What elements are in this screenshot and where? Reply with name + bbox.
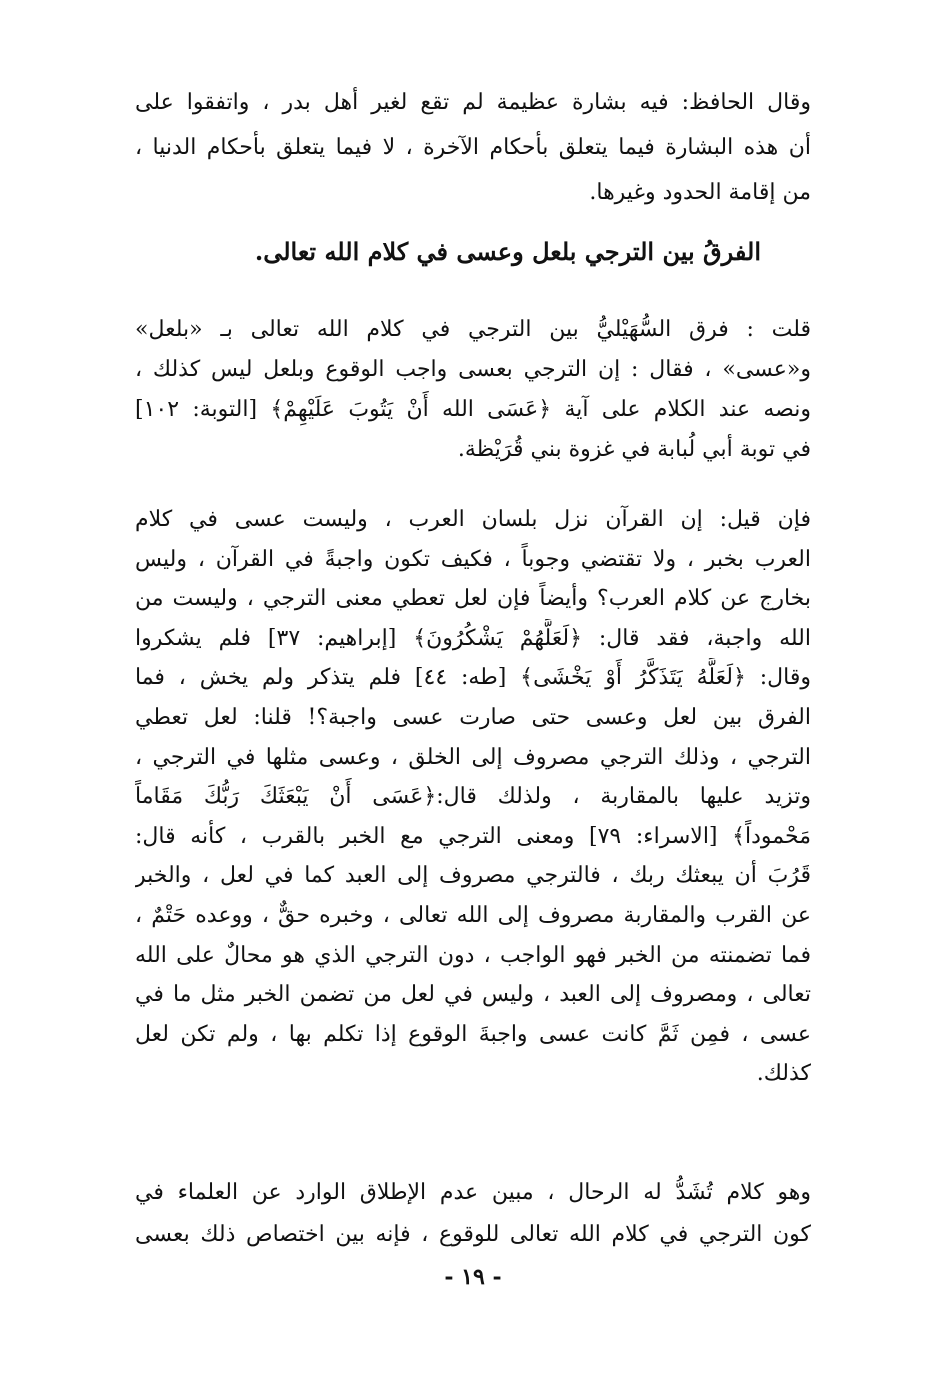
text-line: عسى ، فمِن ثَمَّ كانت عسى واجبةَ الوقوع إذا تكلم بها ، ولم تكن لعل	[135, 1021, 811, 1047]
text-line: وقال الحافظ: فيه بشارة عظيمة لم تقع لغير أهل بدر ، واتفقوا على	[135, 90, 811, 115]
paragraph-conclusion	[135, 1172, 811, 1256]
text-line: وقال: ﴿لَعَلَّهُ يَتَذَكَّرُ أَوْ يَخْشَى﴾ [طه: ٤٤] فلم يتذكر ولم يخش ، فما	[135, 665, 811, 691]
text-line: العرب بخبر ، ولا تقتضي وجوباً ، فكيف تكون واجبةً في القرآن ، وليس	[135, 546, 811, 572]
text-line: وهو كلام تُشَدُّ له الرحال ، مبين عدم الإطلاق الوارد عن العلماء في	[135, 1180, 811, 1205]
text-line: في توبة أبي لُبابة في غزوة بني قُرَيْظة.	[457, 437, 811, 462]
text-line: مَحْموداً﴾ [الاسراء: ٧٩] ومعنى الترجي مع الخبر بالقرب ، كأنه قال:	[135, 823, 811, 849]
text-line: من إقامة الحدود وغيرها.	[589, 180, 811, 205]
text-line: تعالى ، ومصروف إلى العبد ، وليس في لعل من تضمن الخبر مثل ما في	[135, 982, 811, 1008]
text-line: و«عسى» ، فقال : إن الترجي بعسى واجب الوقوع وبلعل ليس كذلك ،	[135, 357, 811, 382]
section-heading: الفرقُ بين الترجي بلعل وعسى في كلام الله تعالى.	[254, 237, 761, 266]
text-line: قَرُبَ أن يبعثك ربك ، فالترجي مصروف إلى العبد كما في لعل ، والخبر	[135, 863, 811, 889]
text-line: أن هذه البشارة فيما يتعلق بأحكام الآخرة ، لا فيما يتعلق بأحكام الدنيا ،	[135, 135, 811, 160]
paragraph-objection-answer	[135, 500, 811, 1094]
paragraph-hafiz-quote	[135, 80, 811, 215]
text-line: الله واجبة، فقد قال: ﴿لَعَلَّهُمْ يَشْكُرُونَ﴾ [إبراهيم: ٣٧] فلم يشكروا	[135, 625, 811, 651]
text-line: قلت : فرق السُّهَيْليُّ بين الترجي في كلام الله تعالى بـ «بلعل»	[135, 317, 811, 342]
text-line: فإن قيل: إن القرآن نزل بلسان العرب ، وليست عسى في كلام	[135, 507, 811, 532]
text-line: بخارج عن كلام العرب؟ وأيضاً فإن لعل تعطي معنى الترجي ، وليست من	[135, 586, 811, 612]
paragraph-suhayli	[135, 310, 811, 470]
text-line: الفرق بين لعل وعسى حتى صارت عسى واجبة؟! قلنا: لعل تعطي	[135, 704, 811, 730]
text-line: الترجي ، وذلك الترجي مصروف إلى الخلق ، وعسى مثلها في الترجي ،	[135, 744, 811, 770]
page-number: - ١٩ -	[444, 1264, 502, 1290]
text-line: عن القرب والمقاربة مصروف إلى الله تعالى ، وخبره حقٌّ ، ووعده حَتْمٌ ،	[135, 902, 811, 928]
text-line: وتزيد عليها بالمقاربة ، ولذلك قال:﴿عَسَى أَنْ يَبْعَثَكَ رَبُّكَ مَقَاماً	[135, 784, 811, 810]
text-line: كذلك.	[756, 1061, 811, 1087]
text-line: فما تضمنته من الخبر فهو الواجب ، دون الترجي الذي هو محالٌ على الله	[135, 942, 811, 968]
text-line: كون الترجي في كلام الله تعالى للوقوع ، فإنه بين اختصاص ذلك بعسى	[135, 1222, 811, 1247]
text-line: ونصه عند الكلام على آية ﴿عَسَى الله أَنْ يَتُوبَ عَلَيْهِمْ﴾ [التوبة: ١٠٢]	[135, 397, 811, 422]
